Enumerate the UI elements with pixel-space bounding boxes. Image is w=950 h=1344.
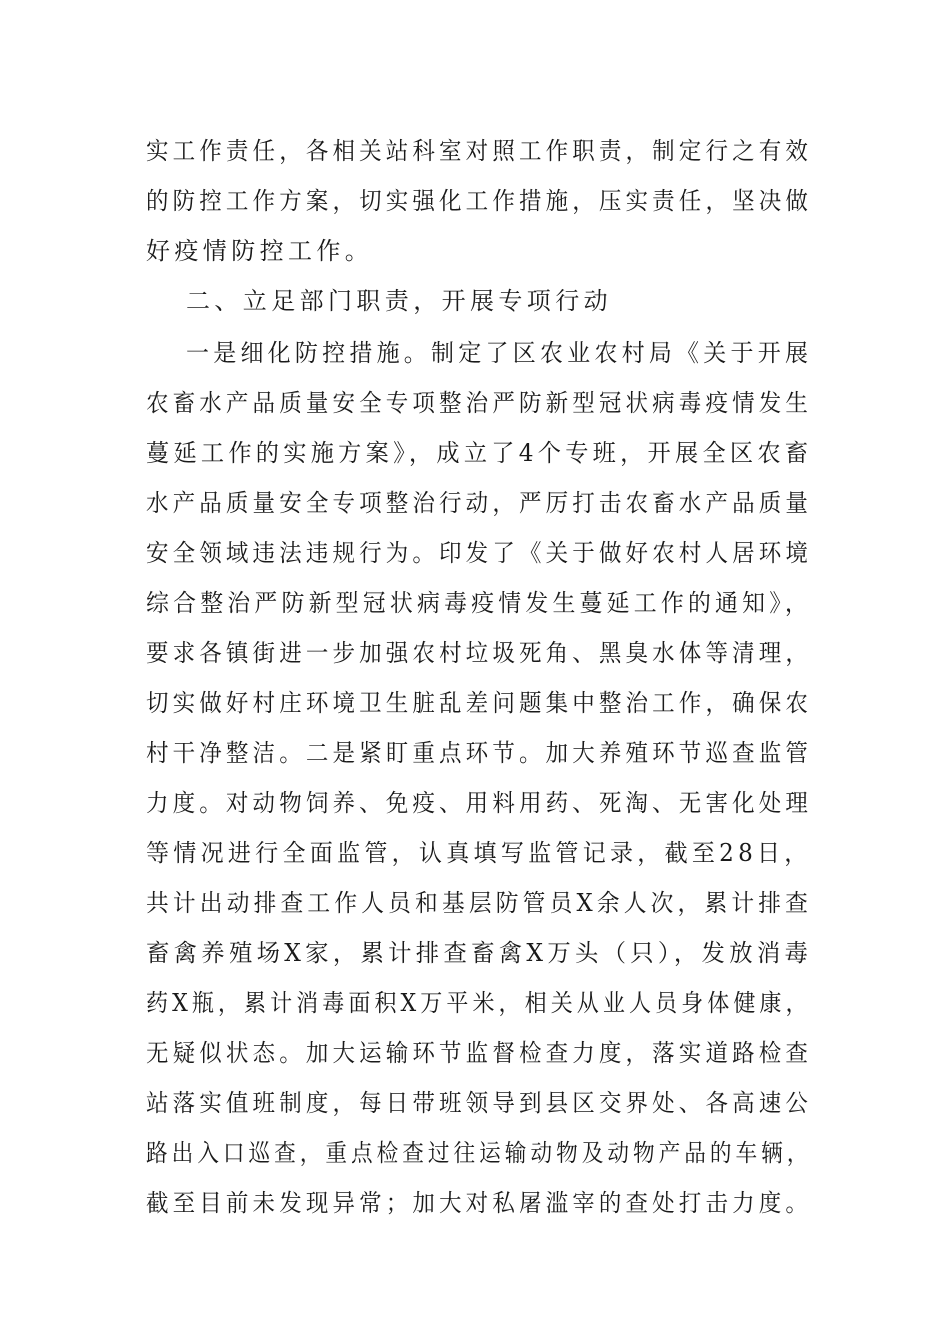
text-line: 蔓延工作的实施方案》，成立了4个专班，开展全区农畜 — [146, 439, 813, 467]
text-line: 药X瓶，累计消毒面积X万平米，相关从业人员身体健康， — [146, 989, 812, 1017]
text-line: 水产品质量安全专项整治行动，严厉打击农畜水产品质量 — [146, 489, 812, 517]
text-line: 的防控工作方案，切实强化工作措施，压实责任，坚决做 — [146, 187, 812, 215]
section-heading: 二、立足部门职责，开展专项行动 — [186, 287, 612, 315]
paragraph-first-line: 一是细化防控措施。制定了区农业农村局《关于开展 — [186, 339, 813, 367]
text-line: 村干净整洁。二是紧盯重点环节。加大养殖环节巡查监管 — [146, 739, 812, 767]
text-line: 无疑似状态。加大运输环节监督检查力度，落实道路检查 — [146, 1039, 812, 1067]
text-line: 共计出动排查工作人员和基层防管员X余人次，累计排查 — [146, 889, 813, 917]
text-line: 综合整治严防新型冠状病毒疫情发生蔓延工作的通知》， — [146, 589, 812, 617]
text-line: 切实做好村庄环境卫生脏乱差问题集中整治工作，确保农 — [146, 689, 812, 717]
text-line: 安全领域违法违规行为。印发了《关于做好农村人居环境 — [146, 539, 812, 567]
text-line: 要求各镇街进一步加强农村垃圾死角、黑臭水体等清理， — [146, 639, 812, 667]
text-line: 截至目前未发现异常；加大对私屠滥宰的查处打击力度。 — [146, 1189, 812, 1217]
text-line: 等情况进行全面监管，认真填写监管记录，截至28日， — [146, 839, 812, 867]
text-line: 力度。对动物饲养、免疫、用料用药、死淘、无害化处理 — [146, 789, 812, 817]
text-line: 站落实值班制度，每日带班领导到县区交界处、各高速公 — [146, 1089, 812, 1117]
text-line: 实工作责任，各相关站科室对照工作职责，制定行之有效 — [146, 137, 812, 165]
text-line: 农畜水产品质量安全专项整治严防新型冠状病毒疫情发生 — [146, 389, 812, 417]
text-line: 好疫情防控工作。 — [146, 237, 374, 265]
text-line: 路出入口巡查，重点检查过往运输动物及动物产品的车辆， — [146, 1139, 813, 1167]
text-line: 畜禽养殖场X家，累计排查畜禽X万头（只），发放消毒 — [146, 939, 813, 967]
